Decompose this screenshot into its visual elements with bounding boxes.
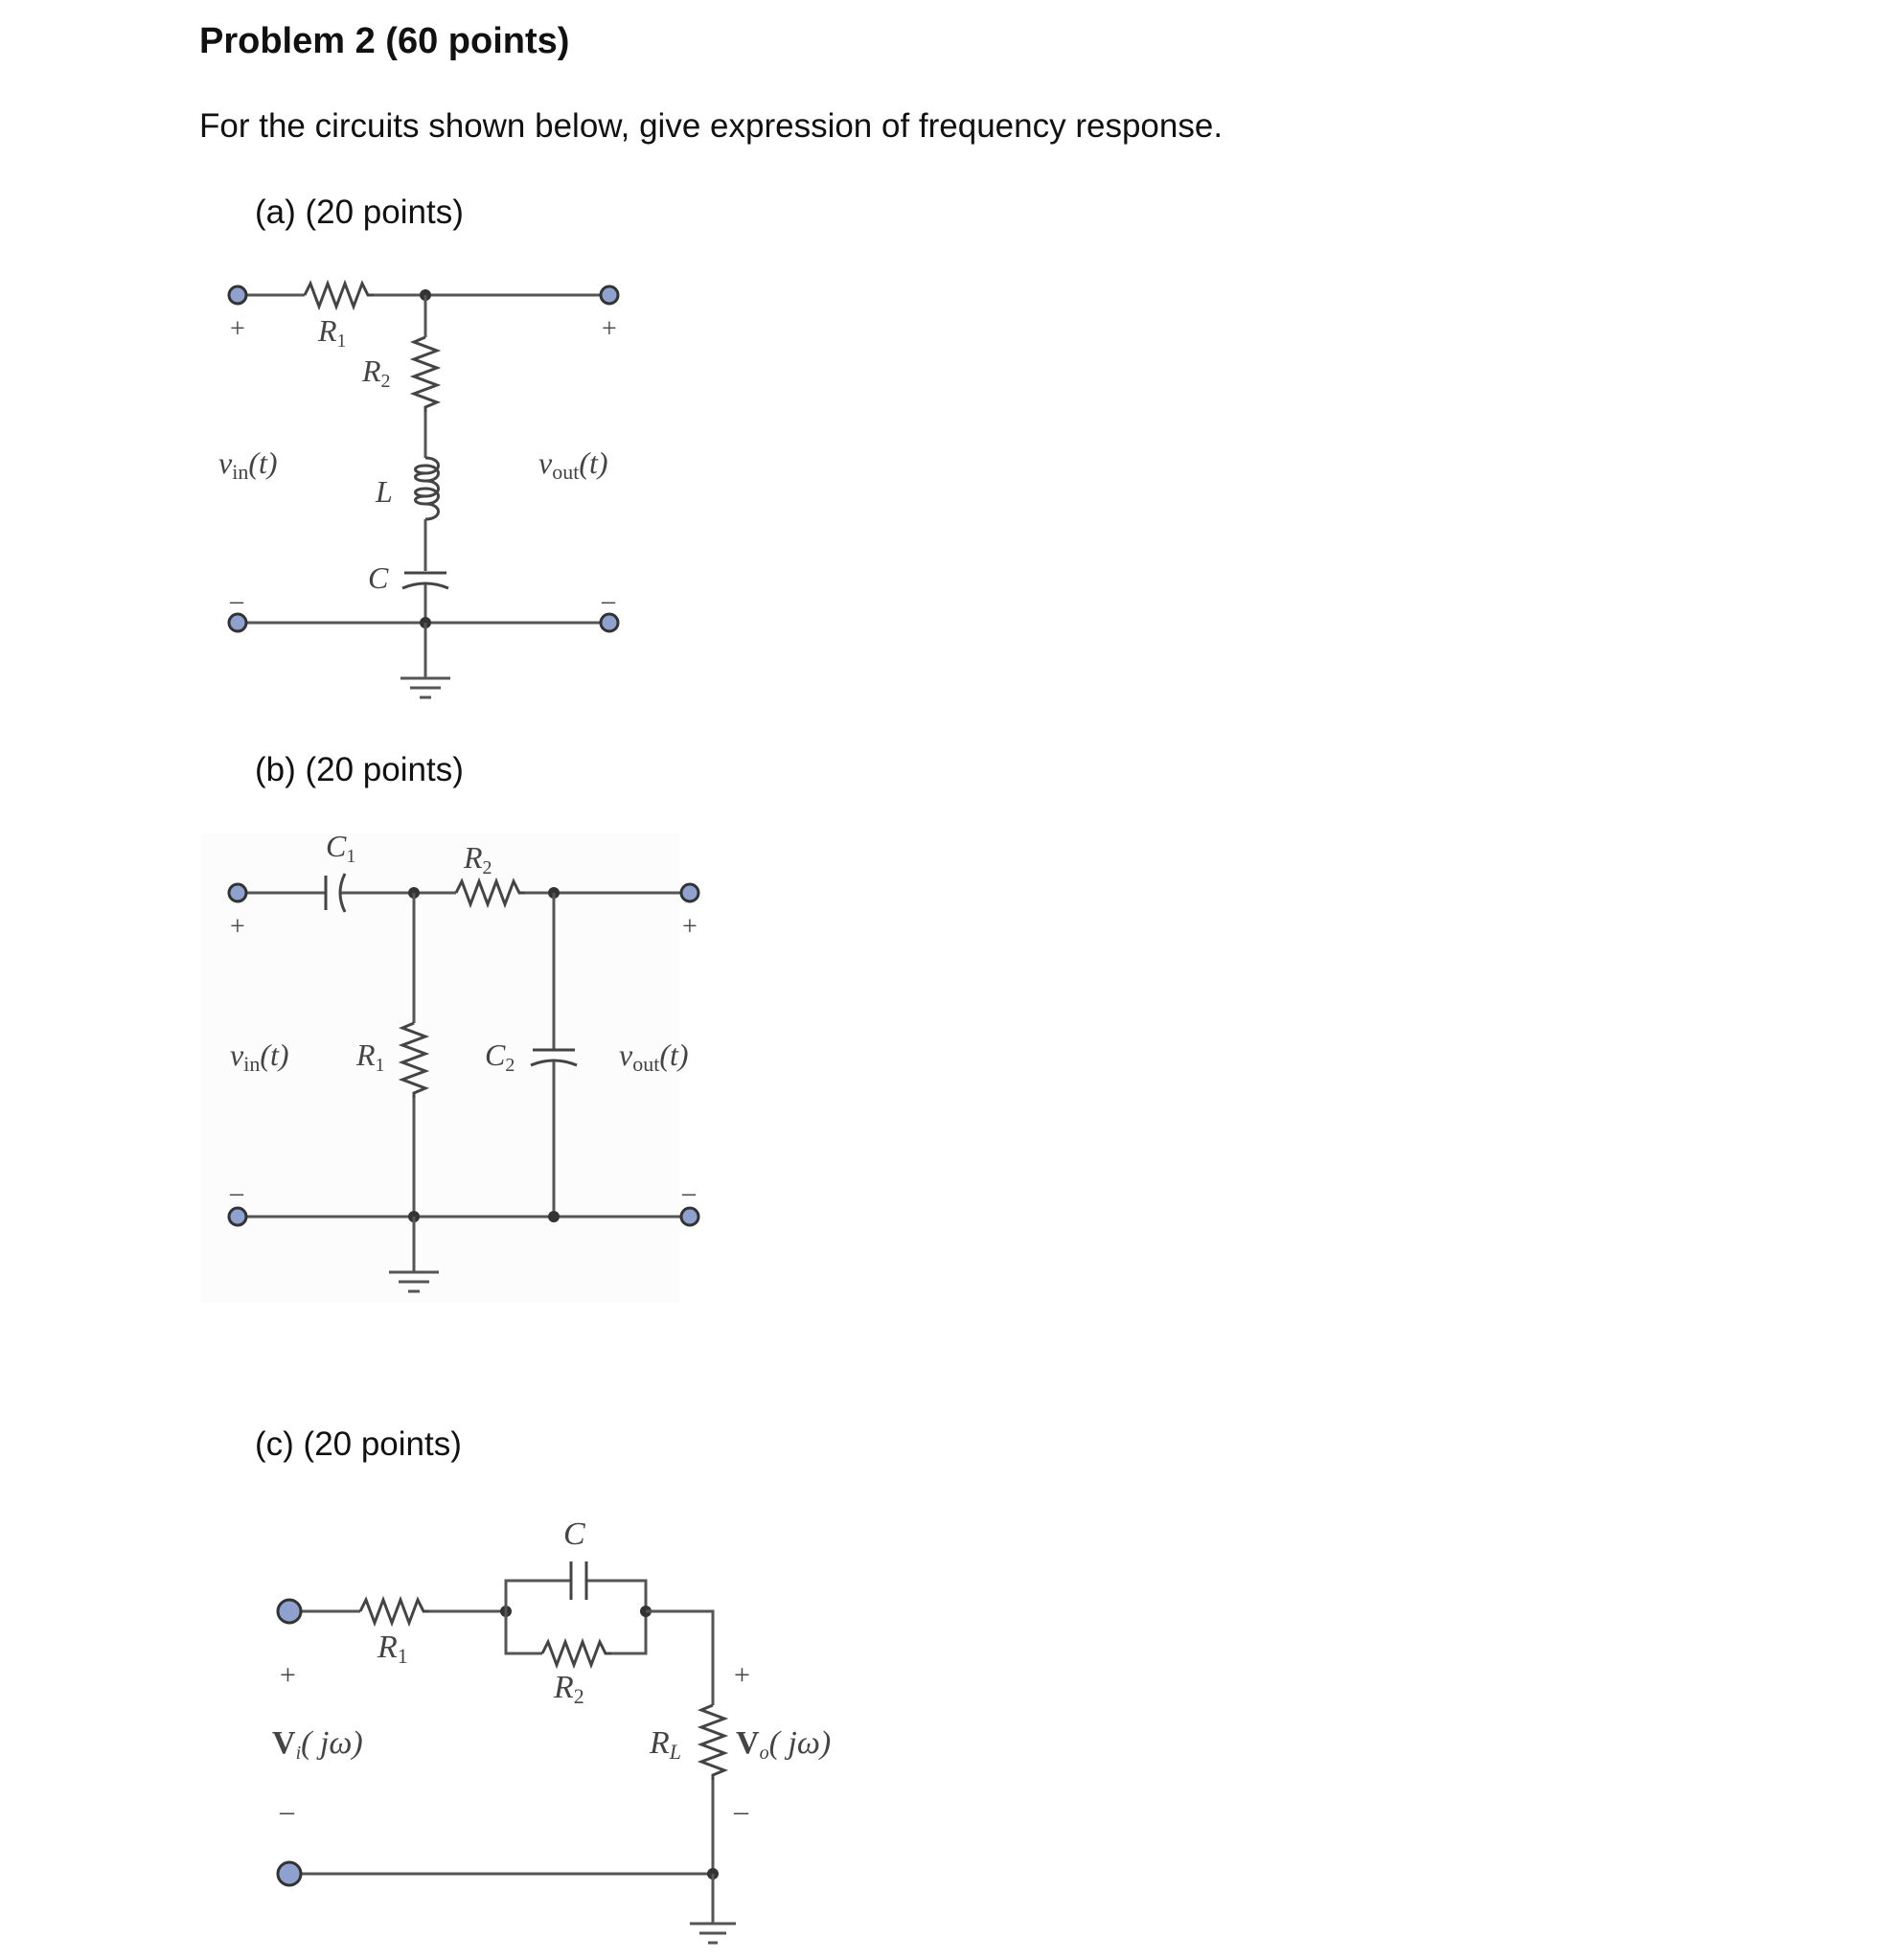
circuit-c-c-capacitor bbox=[571, 1561, 586, 1600]
circuit-a-r2-resistor bbox=[414, 337, 437, 412]
circuit-b-output-plus-sign: + bbox=[682, 912, 698, 942]
circuit-b-input-minus-sign: – bbox=[230, 1178, 243, 1208]
circuit-a-output-minus-terminal bbox=[601, 614, 618, 631]
circuit-a-r1-resistor bbox=[305, 284, 374, 307]
circuit-a-r2-label: R2 bbox=[362, 353, 391, 392]
circuit-c bbox=[272, 1516, 831, 1943]
circuit-c-r2-resistor bbox=[542, 1642, 611, 1665]
part-b-label: (b) (20 points) bbox=[255, 751, 464, 788]
circuit-a-input-minus-sign: – bbox=[230, 586, 243, 616]
circuit-c-r1-resistor bbox=[360, 1600, 429, 1623]
circuit-c-ground-icon bbox=[690, 1874, 736, 1943]
circuit-b-input-plus-terminal bbox=[229, 884, 246, 901]
circuit-c-input-plus-terminal bbox=[278, 1600, 301, 1623]
circuit-c-output-minus-sign: – bbox=[734, 1795, 748, 1827]
circuit-a-l-label: L bbox=[376, 474, 393, 509]
circuit-b-vin-label: vin(t) bbox=[230, 1037, 289, 1076]
circuit-c-r2-label: R2 bbox=[554, 1670, 584, 1708]
circuit-b-input-minus-terminal bbox=[229, 1208, 246, 1225]
circuit-a-ground-icon bbox=[400, 623, 450, 697]
circuit-c-rl-resistor bbox=[701, 1705, 724, 1780]
circuit-c-output-plus-sign: + bbox=[734, 1659, 750, 1691]
part-c-label: (c) (20 points) bbox=[255, 1425, 462, 1463]
circuit-b-r1-label: R1 bbox=[356, 1037, 385, 1076]
circuit-a-output-minus-sign: – bbox=[602, 586, 615, 616]
problem-title: Problem 2 (60 points) bbox=[199, 21, 570, 61]
part-a-label: (a) (20 points) bbox=[255, 194, 464, 231]
circuit-c-input-minus-sign: – bbox=[280, 1795, 294, 1827]
circuit-a-c-label: C bbox=[368, 560, 389, 595]
circuit-b-output-plus-terminal bbox=[681, 884, 698, 901]
circuit-c-rl-label: RL bbox=[650, 1725, 682, 1764]
circuit-a-vin-label: vin(t) bbox=[218, 445, 278, 484]
circuit-c-input-minus-terminal bbox=[278, 1862, 301, 1885]
circuit-a bbox=[218, 284, 618, 697]
circuit-a-r1-label: R1 bbox=[318, 313, 347, 352]
circuit-b-vout-label: vout(t) bbox=[619, 1037, 689, 1076]
circuit-c-vo-label: Vo( jω) bbox=[736, 1725, 832, 1764]
circuit-b-c2-label: C2 bbox=[485, 1037, 515, 1076]
circuit-b bbox=[201, 829, 698, 1303]
circuit-b-r2-label: R2 bbox=[464, 840, 492, 878]
circuit-b-c1-label: C1 bbox=[326, 829, 356, 867]
circuit-a-input-plus-sign: + bbox=[230, 314, 245, 344]
circuit-a-input-plus-terminal bbox=[229, 286, 246, 304]
circuit-a-output-plus-terminal bbox=[601, 286, 618, 304]
circuit-a-output-plus-sign: + bbox=[602, 314, 617, 344]
circuit-b-node-bottom-right bbox=[548, 1211, 560, 1222]
problem-instruction: For the circuits shown below, give expression of frequency response. bbox=[199, 107, 1224, 145]
circuit-a-l-inductor bbox=[416, 458, 439, 519]
circuit-c-r1-label: R1 bbox=[378, 1630, 408, 1668]
circuit-b-output-minus-sign: – bbox=[682, 1178, 696, 1208]
circuit-b-input-plus-sign: + bbox=[230, 912, 245, 942]
circuit-a-input-minus-terminal bbox=[229, 614, 246, 631]
circuit-b-output-minus-terminal bbox=[681, 1208, 698, 1225]
circuit-c-c-label: C bbox=[563, 1516, 585, 1552]
circuit-c-vi-label: Vi( jω) bbox=[272, 1725, 363, 1764]
circuit-c-input-plus-sign: + bbox=[280, 1659, 296, 1691]
circuit-a-vout-label: vout(t) bbox=[538, 445, 608, 484]
